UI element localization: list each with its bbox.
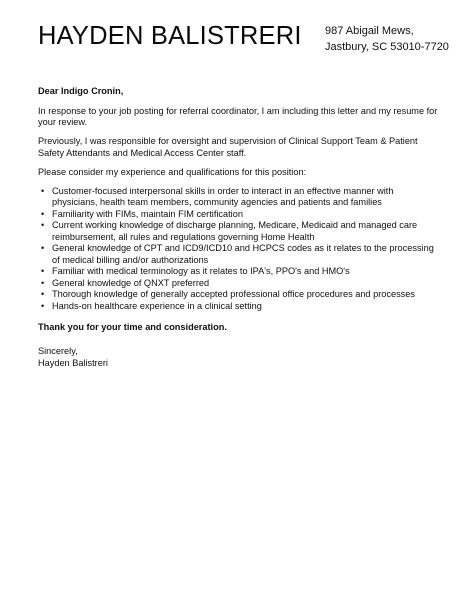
address-line-2: Jastbury, SC 53010-7720 — [325, 41, 449, 53]
list-item: • Hands-on healthcare experience in a clinical setting — [38, 301, 438, 313]
list-item: • General knowledge of CPT and ICD9/ICD10 and HCPCS codes as it relates to the processing of medical billing and/or authorizations — [38, 243, 438, 266]
list-item: • Familiar with medical terminology as it relates to IPA's, PPO's and HMO's — [38, 266, 438, 278]
closing-block — [38, 345, 438, 369]
applicant-name: HAYDEN BALISTRERI — [38, 22, 302, 50]
intro-paragraph: In response to your job posting for referral coordinator, I am including this letter and my resume for your review. — [38, 105, 438, 127]
qualifications-intro: Please consider my experience and qualifications for this position: — [38, 166, 307, 177]
experience-paragraph: Previously, I was responsible for oversight and supervision of Clinical Support Team & Patient Safety Attendants and Medical Access Center staff. — [38, 136, 418, 158]
list-item: • Familiarity with FIMs, maintain FIM certification — [38, 209, 438, 221]
salutation: Dear Indigo Cronin, — [38, 86, 124, 96]
list-item: • General knowledge of QNXT preferred — [38, 278, 438, 290]
closing-phrase: Sincerely, — [38, 345, 78, 356]
applicant-address — [325, 23, 449, 55]
thank-you-line: Thank you for your time and consideration. — [38, 322, 227, 332]
address-line-1: 987 Abigail Mews, — [325, 25, 414, 37]
qualifications-list — [38, 186, 438, 313]
list-item: • Current working knowledge of discharge planning, Medicare, Medicaid and managed care reimbursement, all rules and regulations governing Home Health — [38, 220, 438, 243]
list-item: • Thorough knowledge of generally accepted professional office procedures and processes — [38, 289, 438, 301]
letter-body — [38, 86, 438, 369]
list-item: • Customer-focused interpersonal skills in order to interact in an effective manner with physicians, health team members, community agencies and patients and families — [38, 186, 438, 209]
signature-name: Hayden Balistreri — [38, 357, 108, 368]
